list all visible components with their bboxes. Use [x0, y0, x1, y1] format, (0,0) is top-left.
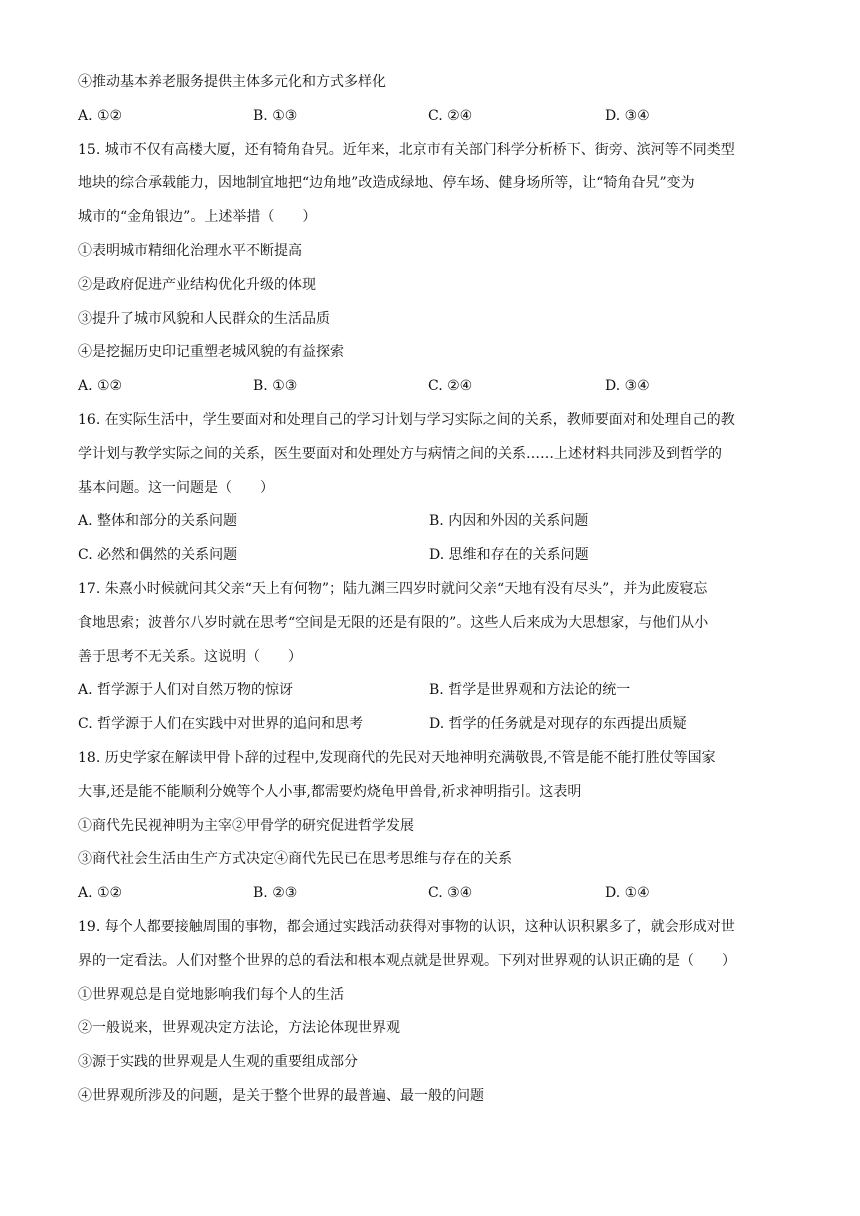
answer-option: C. 必然和偶然的关系问题 [78, 547, 238, 563]
text-line: 基本问题。这一问题是（ ） [78, 480, 274, 496]
text-line: ③提升了城市风貌和人民群众的生活品质 [78, 311, 330, 327]
answer-options [78, 714, 798, 734]
answer-option: B. ②③ [253, 885, 298, 901]
text-line: 18. 历史学家在解读甲骨卜辞的过程中,发现商代的先民对天地神明充满敬畏,不管是能不能打胜仗等国家 [78, 750, 716, 766]
text-line: 17. 朱熹小时候就问其父亲“天上有何物”；陆九渊三四岁时就问父亲“天地有没有尽头”，并为此废寝忘 [78, 581, 708, 597]
answer-option: A. ①② [78, 885, 123, 901]
answer-options [78, 680, 798, 700]
text-line: ②是政府促进产业结构优化升级的体现 [78, 277, 316, 293]
text-line: ④推动基本养老服务提供主体多元化和方式多样化 [78, 74, 386, 90]
text-line: ①表明城市精细化治理水平不断提高 [78, 243, 302, 259]
answer-options [78, 376, 798, 396]
answer-options [78, 511, 798, 531]
answer-option: A. ①② [78, 108, 123, 124]
answer-option: C. ②④ [428, 378, 473, 394]
text-line: ④世界观所涉及的问题，是关于整个世界的最普遍、最一般的问题 [78, 1088, 484, 1104]
answer-option: B. 哲学是世界观和方法论的统一 [429, 682, 631, 698]
answer-option: C. ②④ [428, 108, 473, 124]
text-line: ③商代社会生活由生产方式决定④商代先民已在思考思维与存在的关系 [78, 851, 512, 867]
answer-option: A. 整体和部分的关系问题 [78, 513, 238, 529]
answer-option: B. ①③ [253, 108, 298, 124]
answer-option: A. ①② [78, 378, 123, 394]
answer-options [78, 106, 798, 126]
text-line: 食地思索；波普尔八岁时就在思考“空间是无限的还是有限的”。这些人后来成为大思想家，与他们从小 [78, 615, 709, 631]
text-line: ②一般说来，世界观决定方法论，方法论体现世界观 [78, 1020, 400, 1036]
text-line: 界的一定看法。人们对整个世界的总的看法和根本观点就是世界观。下列对世界观的认识正确的是（ ） [78, 953, 736, 969]
answer-option: D. 思维和存在的关系问题 [429, 547, 589, 563]
text-line: ①商代先民视神明为主宰②甲骨学的研究促进哲学发展 [78, 818, 414, 834]
text-line: ③源于实践的世界观是人生观的重要组成部分 [78, 1054, 358, 1070]
answer-option: C. 哲学源于人们在实践中对世界的追问和思考 [78, 716, 364, 732]
answer-option: A. 哲学源于人们对自然万物的惊讶 [78, 682, 294, 698]
answer-option: D. 哲学的任务就是对现存的东西提出质疑 [429, 716, 687, 732]
text-line: 学计划与教学实际之间的关系，医生要面对和处理处方与病情之间的关系……上述材料共同涉及到哲学的 [78, 446, 722, 462]
answer-options [78, 545, 798, 565]
answer-option: C. ③④ [428, 885, 473, 901]
text-line: 大事,还是能不能顺利分娩等个人小事,都需要灼烧龟甲兽骨,祈求神明指引。这表明 [78, 784, 582, 800]
answer-option: D. ③④ [605, 108, 650, 124]
text-line: ①世界观总是自觉地影响我们每个人的生活 [78, 987, 344, 1003]
text-line: 地块的综合承载能力，因地制宜地把“边角地”改造成绿地、停车场、健身场所等，让“犄角旮旯”变为 [78, 175, 695, 191]
text-line: 19. 每个人都要接触周围的事物，都会通过实践活动获得对事物的认识，这种认识积累多了，就会形成对世 [78, 919, 735, 935]
answer-option: D. ③④ [605, 378, 650, 394]
answer-options [78, 883, 798, 903]
answer-option: D. ①④ [605, 885, 650, 901]
text-line: 16. 在实际生活中，学生要面对和处理自己的学习计划与学习实际之间的关系，教师要面对和处理自己的教 [78, 412, 735, 428]
text-line: 城市的“金角银边”。上述举措（ ） [78, 209, 317, 225]
text-line: 15. 城市不仅有高楼大厦，还有犄角旮旯。近年来，北京市有关部门科学分析桥下、街旁、滨河等不同类型 [78, 142, 735, 158]
answer-option: B. 内因和外因的关系问题 [429, 513, 589, 529]
answer-option: B. ①③ [253, 378, 298, 394]
text-line: ④是挖掘历史印记重塑老城风貌的有益探索 [78, 344, 344, 360]
text-line: 善于思考不无关系。这说明（ ） [78, 649, 302, 665]
